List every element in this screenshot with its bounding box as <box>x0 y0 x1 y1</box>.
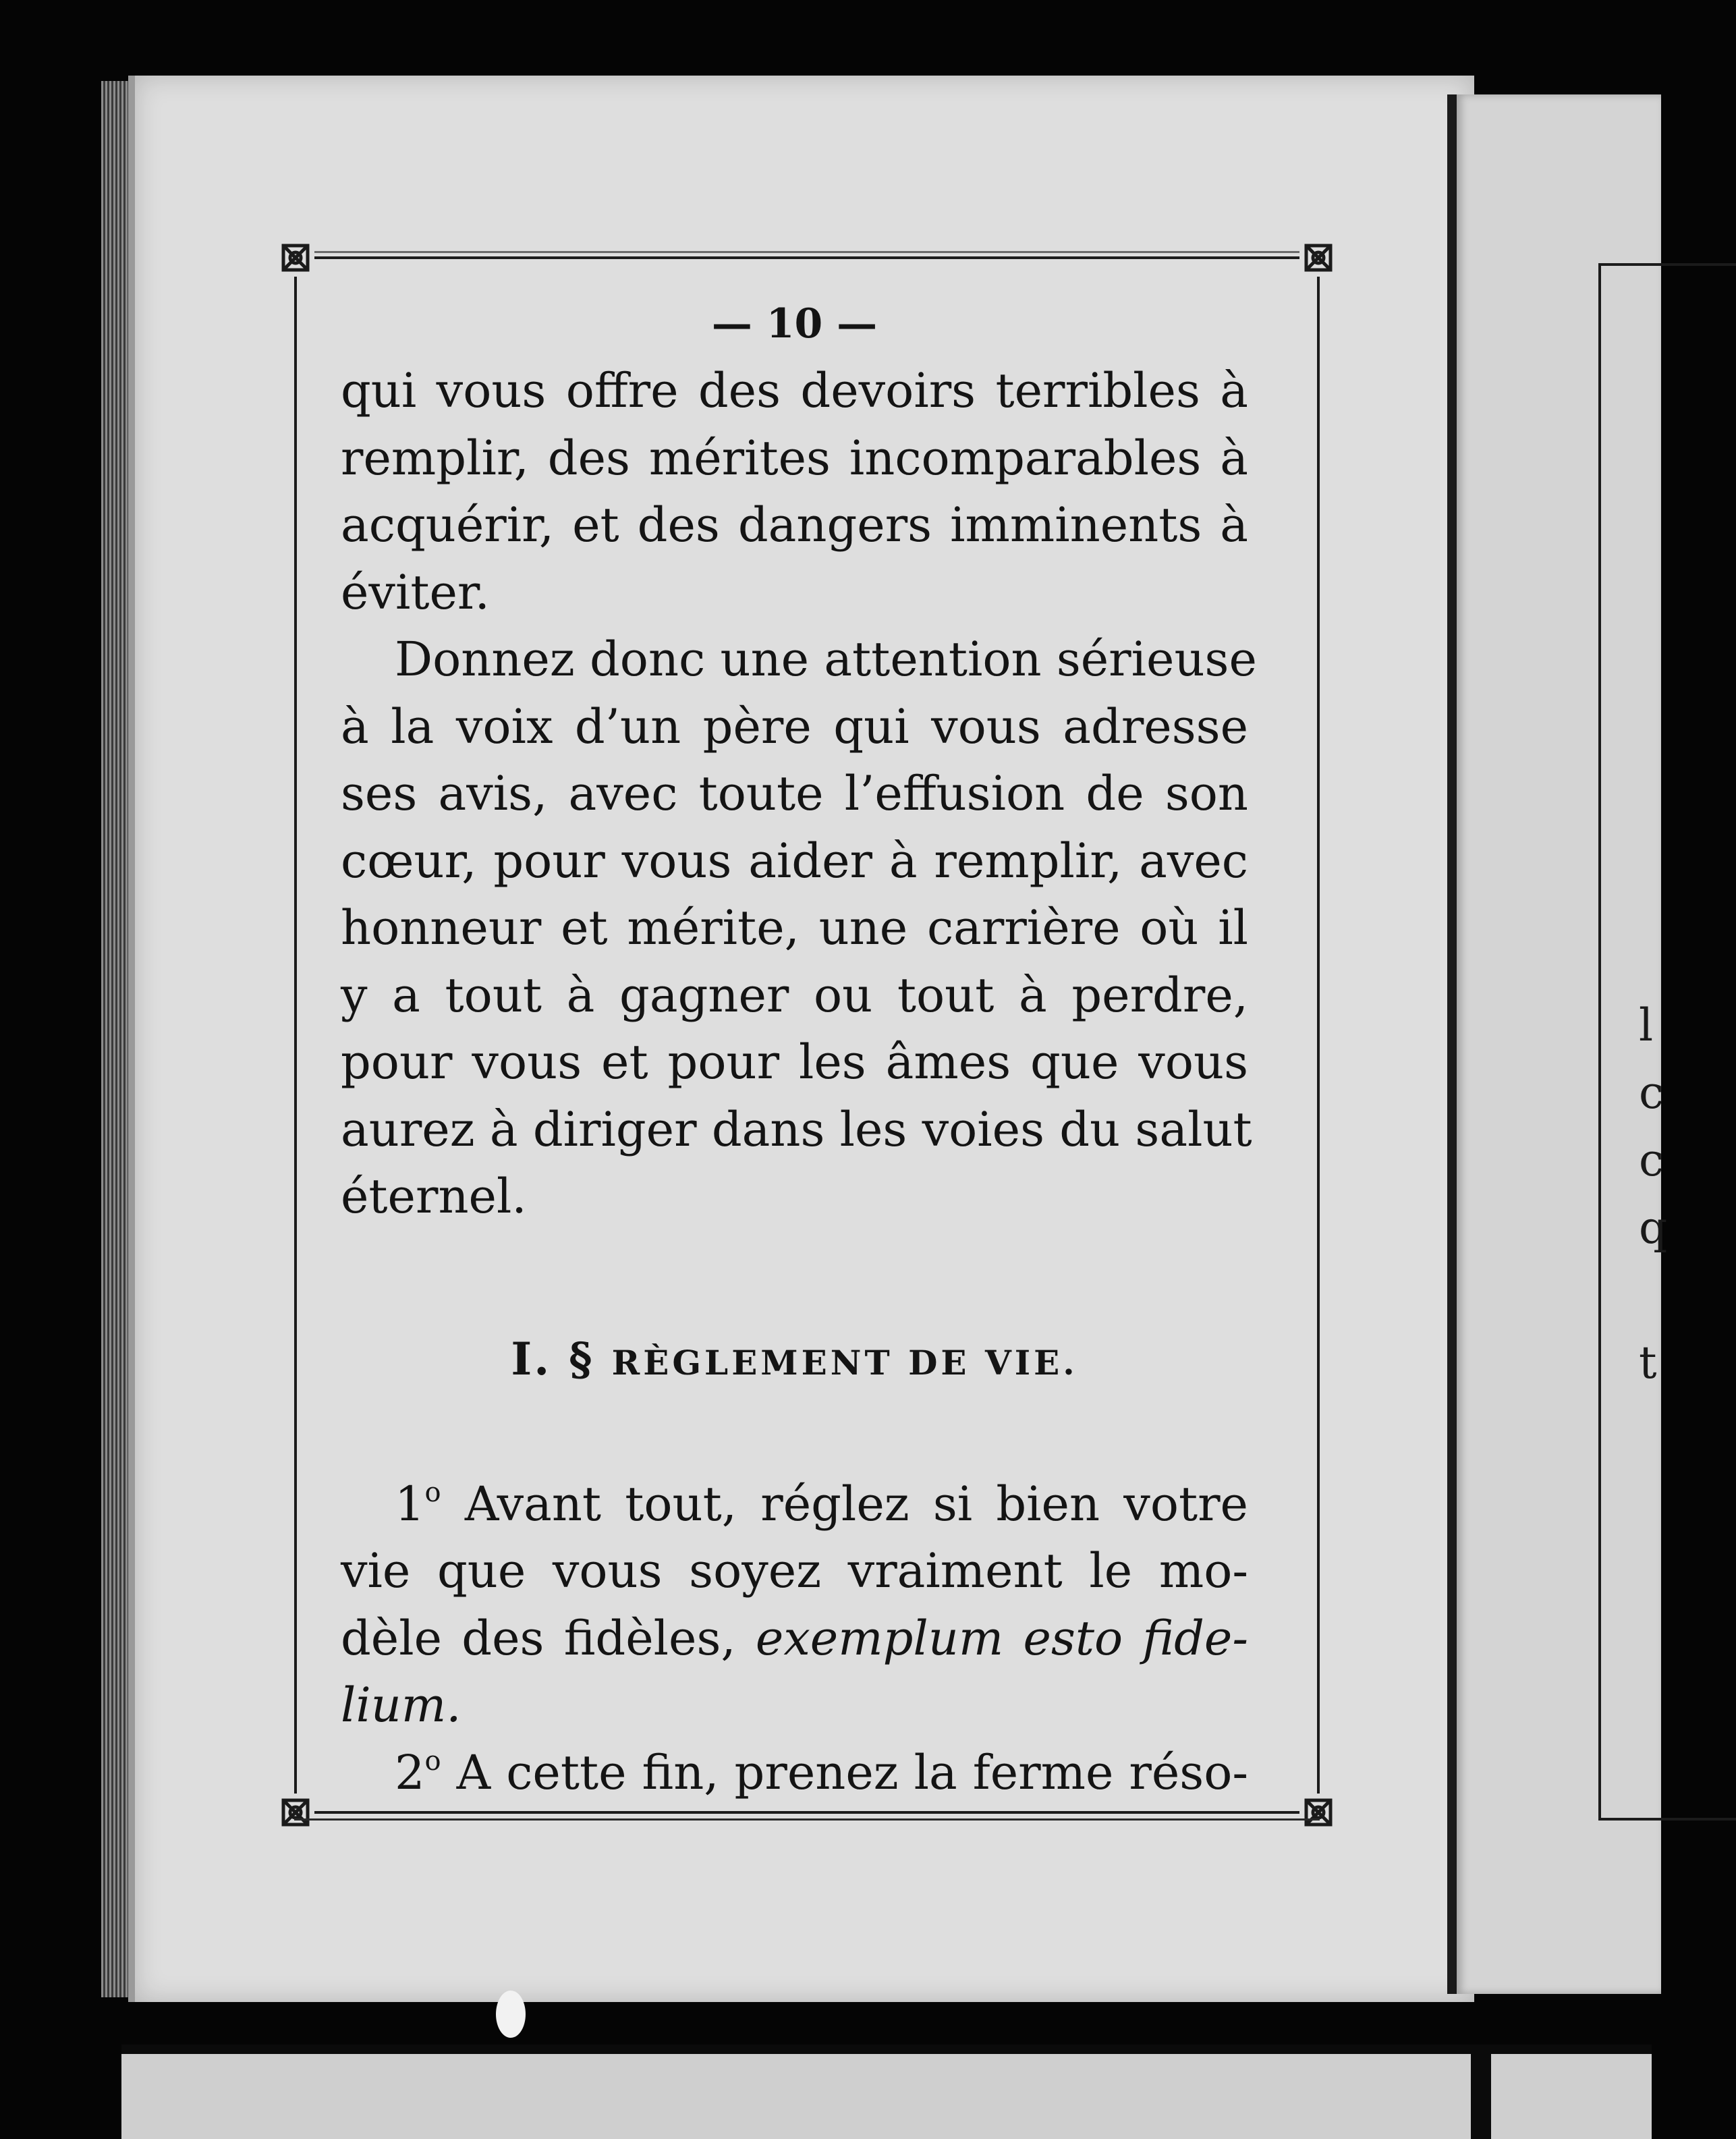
paragraph-2 <box>341 626 1257 1231</box>
text-line: vie que vous soyez vraiment le mo- <box>341 1543 1248 1599</box>
section-heading <box>341 1318 1248 1399</box>
list-item-1 <box>341 1471 1248 1740</box>
text-line <box>341 1471 1248 1538</box>
corner-ornament-icon <box>1299 239 1337 277</box>
text-line <box>341 1740 1248 1807</box>
text-run: Avant tout, réglez si bien votre <box>441 1476 1248 1532</box>
page-gutter <box>1471 2054 1491 2139</box>
text-line <box>341 1605 1248 1673</box>
text-line: acquérir, et des dangers imminents à <box>341 497 1248 553</box>
facing-fragment: c <box>1639 1067 1664 1119</box>
text-line: honneur et mérite, une carrière où il <box>341 900 1248 955</box>
item-numeral: 2 <box>395 1744 425 1800</box>
paper-damage <box>496 1991 526 2038</box>
facing-fragment: l <box>1639 999 1654 1051</box>
item-numeral: 1 <box>395 1476 425 1532</box>
paragraph-1 <box>341 358 1248 626</box>
list-item-2 <box>341 1740 1248 1807</box>
page-edges <box>101 81 128 1997</box>
text-line: pour vous et pour les âmes que vous <box>341 1034 1248 1090</box>
section-number: I. § <box>511 1332 594 1385</box>
text-line: cœur, pour vous aider à remplir, avec <box>341 833 1248 889</box>
page-text <box>341 290 1257 1806</box>
section-title: RÈGLEMENT DE VIE. <box>611 1342 1078 1383</box>
facing-fragment: t <box>1639 1337 1657 1389</box>
text-run: A cette fin, prenez la ferme réso- <box>441 1744 1248 1800</box>
text-line: qui vous offre des devoirs terribles à <box>341 363 1248 418</box>
corner-ornament-icon <box>1299 1794 1337 1831</box>
text-line: lium. <box>341 1677 461 1733</box>
ordinal-mark: o <box>424 1476 441 1508</box>
page-number: — 10 — <box>711 300 878 348</box>
next-page-edge <box>121 2045 1652 2139</box>
text-line: éviter. <box>341 564 490 620</box>
text-line: à la voix d’un père qui vous adresse <box>341 698 1248 754</box>
facing-fragment: q <box>1639 1202 1668 1254</box>
facing-page-fragments <box>1639 992 1667 1397</box>
text-line: ses avis, avec toute l’effusion de son <box>341 766 1248 821</box>
facing-page <box>1447 94 1668 1994</box>
text-run: dèle des fidèles, <box>341 1610 756 1666</box>
text-line: aurez à diriger dans les voies du salut <box>341 1101 1252 1157</box>
ordinal-mark: o <box>424 1745 441 1777</box>
facing-fragment: c <box>1639 1134 1664 1186</box>
corner-ornament-icon <box>277 1794 314 1831</box>
latin-quote: exemplum esto fide- <box>755 1610 1248 1666</box>
text-line: y a tout à gagner ou tout à perdre, <box>341 967 1248 1023</box>
text-line: remplir, des mérites incomparables à <box>341 430 1248 486</box>
text-line: éternel. <box>341 1169 527 1224</box>
corner-ornament-icon <box>277 239 314 277</box>
text-line: Donnez donc une attention sérieuse <box>395 632 1257 687</box>
